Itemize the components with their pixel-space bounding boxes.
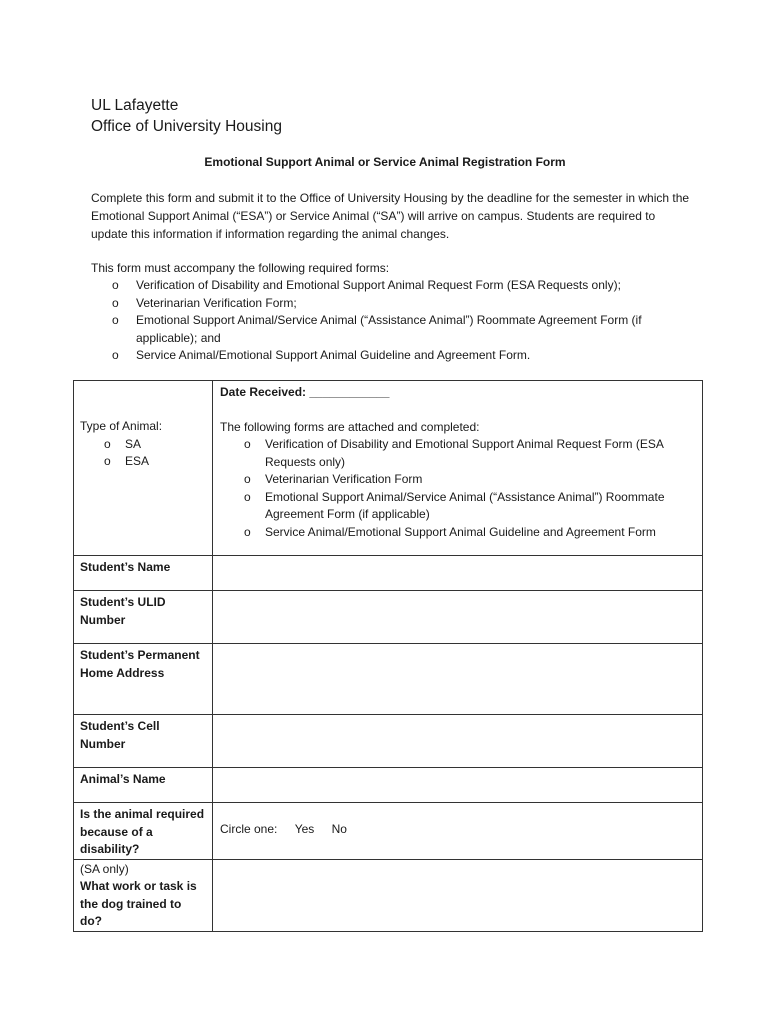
list-item-text: Service Animal/Emotional Support Animal Guideline and Agreement Form. xyxy=(136,348,531,362)
table-row xyxy=(74,644,703,715)
attached-forms-cell xyxy=(213,381,703,556)
list-item xyxy=(220,471,695,489)
student-name-input[interactable] xyxy=(213,556,703,591)
table-row xyxy=(74,556,703,591)
student-cell-input[interactable] xyxy=(213,715,703,768)
disability-answer-cell xyxy=(213,803,703,860)
table-row xyxy=(74,859,703,931)
circle-bullet-icon: o xyxy=(244,437,251,451)
list-item-text: Veterinarian Verification Form xyxy=(265,472,423,486)
table-row xyxy=(74,591,703,644)
circle-bullet-icon: o xyxy=(112,278,119,292)
type-of-animal-cell xyxy=(74,381,213,556)
list-item-text: Verification of Disability and Emotional Support Animal Request Form (ESA Requests only); xyxy=(136,278,621,292)
list-item-text: Verification of Disability and Emotional Support Animal Request Form (ESA Requests only) xyxy=(265,437,664,469)
circle-bullet-icon: o xyxy=(112,348,119,362)
type-of-animal-label: Type of Animal: xyxy=(80,419,163,433)
intro-paragraph: Complete this form and submit it to the Office of University Housing by the deadline for the semester in which the Emotional Support Animal (“ESA”) or Service Animal (“SA”) will arrive on campus. Students are required to update this information if information regarding the animal changes. xyxy=(91,191,690,241)
list-item xyxy=(91,312,691,347)
student-ulid-input[interactable] xyxy=(213,591,703,644)
attached-forms-intro: The following forms are attached and completed: xyxy=(220,419,480,434)
circle-bullet-icon: o xyxy=(112,313,119,327)
disability-question-label: Is the animal required because of a disability? xyxy=(74,803,213,860)
type-options-list xyxy=(80,436,206,471)
circle-one-row xyxy=(220,821,695,839)
type-option-sa[interactable] xyxy=(80,436,206,454)
work-task-question: What work or task is the dog trained to do? xyxy=(80,879,197,928)
attached-forms-list xyxy=(220,436,695,541)
animal-name-label: Animal’s Name xyxy=(74,768,213,803)
list-item xyxy=(220,436,695,471)
circle-bullet-icon: o xyxy=(244,489,251,504)
required-forms-list xyxy=(91,277,691,365)
circle-bullet-icon: o xyxy=(104,436,111,451)
work-task-label-cell xyxy=(74,859,213,931)
list-item xyxy=(91,295,691,313)
list-item xyxy=(91,277,691,295)
yes-option[interactable]: Yes xyxy=(294,822,315,836)
list-item xyxy=(220,524,695,542)
animal-name-input[interactable] xyxy=(213,768,703,803)
form-title: Emotional Support Animal or Service Animal Registration Form xyxy=(204,155,566,169)
student-name-label: Student’s Name xyxy=(74,556,213,591)
student-cell-label: Student’s Cell Number xyxy=(74,715,213,768)
institution-name: UL Lafayette xyxy=(91,97,179,114)
option-label: ESA xyxy=(125,454,150,468)
table-row xyxy=(74,381,703,556)
office-name: Office of University Housing xyxy=(91,118,282,135)
circle-one-label: Circle one: xyxy=(220,822,278,836)
student-address-label: Student’s Permanent Home Address xyxy=(74,644,213,715)
option-label: SA xyxy=(125,436,142,451)
list-item-text: Veterinarian Verification Form; xyxy=(136,295,297,310)
student-address-input[interactable] xyxy=(213,644,703,715)
work-task-input[interactable] xyxy=(213,859,703,931)
list-item xyxy=(220,489,695,524)
required-forms-intro: This form must accompany the following required forms: xyxy=(91,261,390,275)
circle-bullet-icon: o xyxy=(112,295,119,310)
table-row xyxy=(74,803,703,860)
student-ulid-label: Student’s ULID Number xyxy=(74,591,213,644)
circle-bullet-icon: o xyxy=(244,524,251,539)
list-item xyxy=(91,347,691,365)
list-item-text: Service Animal/Emotional Support Animal Guideline and Agreement Form xyxy=(265,524,656,539)
registration-table xyxy=(73,380,703,932)
table-row xyxy=(74,715,703,768)
date-received-field[interactable]: Date Received: ____________ xyxy=(220,385,390,399)
list-item-text: Emotional Support Animal/Service Animal (“Assistance Animal”) Roommate Agreement Form (if applicable) xyxy=(265,489,665,521)
type-option-esa[interactable] xyxy=(80,453,206,471)
circle-bullet-icon: o xyxy=(244,472,251,486)
circle-bullet-icon: o xyxy=(104,454,111,468)
table-row xyxy=(74,768,703,803)
no-option[interactable]: No xyxy=(331,822,347,836)
sa-only-note: (SA only) xyxy=(80,861,129,876)
list-item-text: Emotional Support Animal/Service Animal (“Assistance Animal”) Roommate Agreement Form (if applicable); and xyxy=(136,313,642,345)
